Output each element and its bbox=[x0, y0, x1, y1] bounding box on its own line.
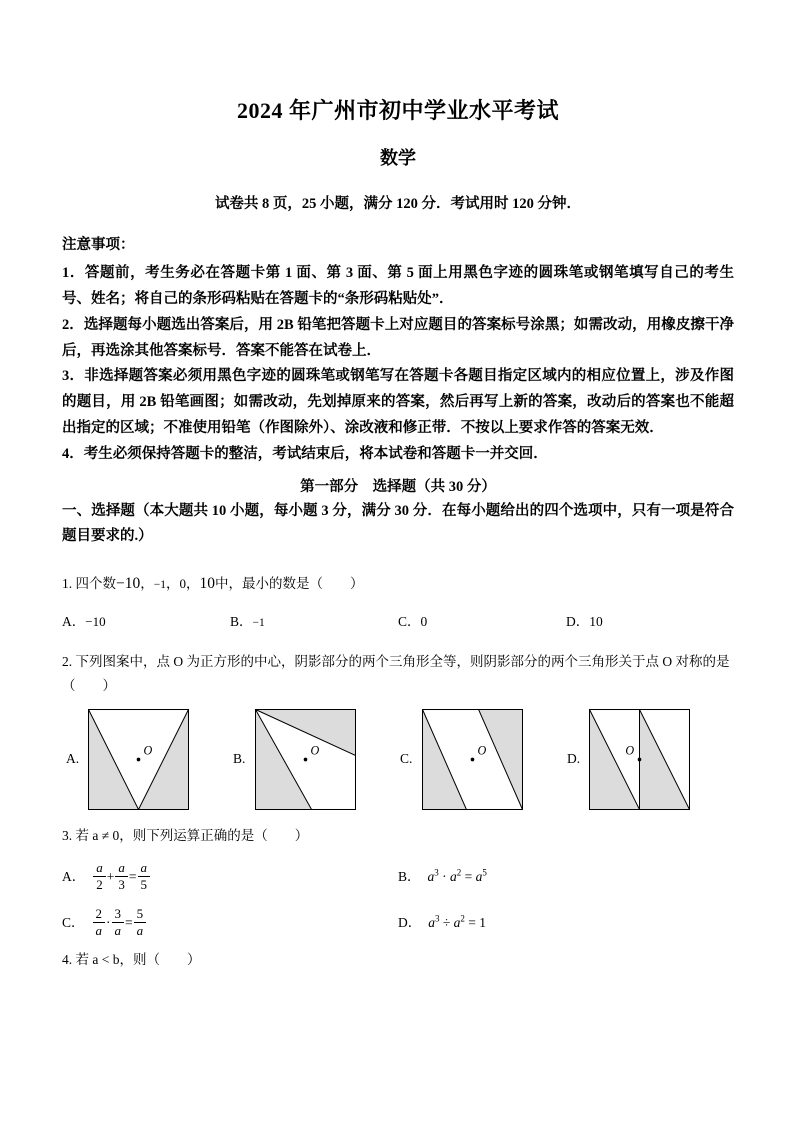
plus-sign: + bbox=[106, 869, 115, 884]
question-3-number: 3. bbox=[62, 827, 73, 843]
figure-b-label: B. bbox=[233, 751, 246, 767]
question-1-stem-pre: 四个数 bbox=[75, 576, 116, 592]
question-2 bbox=[62, 634, 734, 810]
question-1-value-2: −1 bbox=[153, 579, 166, 592]
fraction-2-over-a: $\frac{2}{a}$ bbox=[93, 907, 106, 938]
section-intro: 一、选择题（本大题共 10 小题，每小题 3 分，满分 30 分．在每小题给出的四个选项中，只有一项是符合题目要求的.） bbox=[62, 502, 734, 545]
question-1-option-c[interactable] bbox=[398, 610, 566, 634]
figure-a-svg bbox=[88, 709, 189, 810]
option-a-text: −10 bbox=[85, 614, 106, 630]
exam-meta: 试卷共 8 页，25 小题，满分 120 分．考试用时 120 分钟． bbox=[214, 195, 582, 212]
question-4-stem bbox=[62, 946, 734, 972]
option-d-label: D． bbox=[566, 614, 590, 630]
figure-a-point-label: O bbox=[143, 742, 153, 757]
question-1-value-3: 0 bbox=[179, 576, 186, 592]
figure-b-svg bbox=[255, 709, 356, 810]
figure-c-svg bbox=[422, 709, 523, 810]
question-2-figures bbox=[66, 699, 734, 810]
question-3 bbox=[62, 810, 734, 946]
question-3-option-a[interactable] bbox=[62, 854, 398, 900]
fraction-3-over-a: $\frac{3}{a}$ bbox=[112, 907, 125, 938]
question-1-sep-1: ， bbox=[140, 576, 154, 592]
question-1-stem-post: 中，最小的数是（ ） bbox=[215, 576, 364, 592]
page-content bbox=[62, 0, 734, 972]
option-b-label: B． bbox=[398, 869, 421, 884]
question-3-option-d[interactable] bbox=[398, 900, 734, 946]
question-1-stem bbox=[62, 550, 734, 598]
page-title: 2024 年广州市初中学业水平考试 bbox=[236, 98, 559, 123]
question-2-stem-text: 下列图案中，点 O 为正方形的中心，阴影部分的两个三角形全等，则阴影部分的两个三角形关于点 O 对称的是（ ） bbox=[62, 653, 730, 694]
fraction-5-over-a: $\frac{5}{a}$ bbox=[134, 907, 147, 938]
option-c-text: 0 bbox=[420, 614, 428, 630]
equals-sign: = bbox=[125, 915, 133, 930]
figure-option-a[interactable] bbox=[66, 709, 233, 810]
figure-c-point-label: O bbox=[477, 742, 487, 757]
figure-d-point-label: O bbox=[625, 742, 635, 757]
expression-power-div: $a^3 \div a^2 = 1$ bbox=[428, 913, 487, 930]
question-1-option-a[interactable] bbox=[62, 610, 230, 634]
expression-power-mul: $a^3 \cdot a^2 = a^5$ bbox=[427, 867, 487, 884]
question-3-option-c[interactable] bbox=[62, 900, 398, 946]
question-3-stem bbox=[62, 810, 734, 848]
question-4-number: 4. bbox=[62, 951, 73, 967]
question-1-options bbox=[62, 598, 734, 634]
figure-option-b[interactable] bbox=[233, 709, 400, 810]
question-1-number: 1. bbox=[62, 576, 73, 592]
option-a-label: A． bbox=[62, 869, 86, 884]
question-2-stem bbox=[62, 634, 734, 699]
notes-heading: 注意事项： bbox=[62, 237, 135, 254]
notes-section bbox=[62, 235, 734, 467]
figure-option-c[interactable] bbox=[400, 709, 567, 810]
option-c-label: C． bbox=[62, 915, 85, 930]
question-3-option-b[interactable] bbox=[398, 854, 734, 900]
question-4 bbox=[62, 946, 734, 972]
question-1-sep-3: ， bbox=[186, 576, 200, 592]
option-d-text: 10 bbox=[589, 614, 603, 630]
fraction-a-over-3: $\frac{a}{3}$ bbox=[115, 861, 128, 892]
equals-sign: = bbox=[128, 869, 137, 884]
note-item-4: 4．考生必须保持答题卡的整洁，考试结束后，将本试卷和答题卡一并交回． bbox=[62, 445, 548, 462]
figure-d-svg bbox=[589, 709, 690, 810]
question-1-option-d[interactable] bbox=[566, 610, 734, 634]
option-a-label: A． bbox=[62, 614, 86, 630]
question-3-options bbox=[62, 848, 734, 946]
question-1-value-4: 10 bbox=[199, 575, 215, 593]
question-1-option-b[interactable] bbox=[230, 610, 398, 634]
figure-c-label: C. bbox=[400, 751, 413, 767]
option-b-text: −1 bbox=[252, 617, 265, 630]
question-3-options-left bbox=[62, 854, 398, 946]
fraction-a-over-2: $\frac{a}{2}$ bbox=[93, 861, 106, 892]
question-1 bbox=[62, 550, 734, 634]
question-1-value-1: −10 bbox=[116, 575, 141, 593]
part-header: 第一部分 选择题（共 30 分） bbox=[300, 478, 496, 495]
option-b-label: B． bbox=[230, 614, 253, 630]
dot-operator: · bbox=[106, 915, 111, 930]
subject-title: 数学 bbox=[380, 148, 416, 169]
question-3-stem-text: 若 a ≠ 0，则下列运算正确的是（ ） bbox=[75, 827, 309, 843]
question-4-stem-text: 若 a < b，则（ ） bbox=[75, 951, 201, 967]
note-item-2: 2．选择题每小题选出答案后，用 2B 铅笔把答题卡上对应题目的答案标号涂黑；如需改动，用橡皮擦干净后，再选涂其他答案标号．答案不能答在试卷上． bbox=[62, 316, 734, 359]
question-1-sep-2: ， bbox=[166, 576, 180, 592]
figure-a-label: A. bbox=[66, 751, 80, 767]
figure-option-d[interactable] bbox=[567, 709, 734, 810]
option-c-label: C． bbox=[398, 614, 421, 630]
fraction-a-over-5: $\frac{a}{5}$ bbox=[138, 861, 151, 892]
question-2-number: 2. bbox=[62, 653, 73, 669]
note-item-3: 3．非选择题答案必须用黑色字迹的圆珠笔或钢笔写在答题卡各题目指定区域内的相应位置上，涉及作图的题目，用 2B 铅笔画图；如需改动，先划掉原来的答案，然后再写上新的答案，改动后的答案也不能超出指定的区域；不准使用铅笔（作图除外）、涂改液和修正带．不按以上要求作答的答案无效． bbox=[62, 368, 734, 436]
question-3-options-right bbox=[398, 854, 734, 946]
figure-b-point-label: O bbox=[310, 742, 320, 757]
option-d-label: D． bbox=[398, 915, 422, 930]
note-item-1: 1．答题前，考生务必在答题卡第 1 面、第 3 面、第 5 面上用黑色字迹的圆珠笔或钢笔填写自己的考生号、姓名；将自己的条形码粘贴在答题卡的“条形码粘贴处”． bbox=[62, 265, 734, 307]
figure-d-label: D. bbox=[567, 751, 581, 767]
